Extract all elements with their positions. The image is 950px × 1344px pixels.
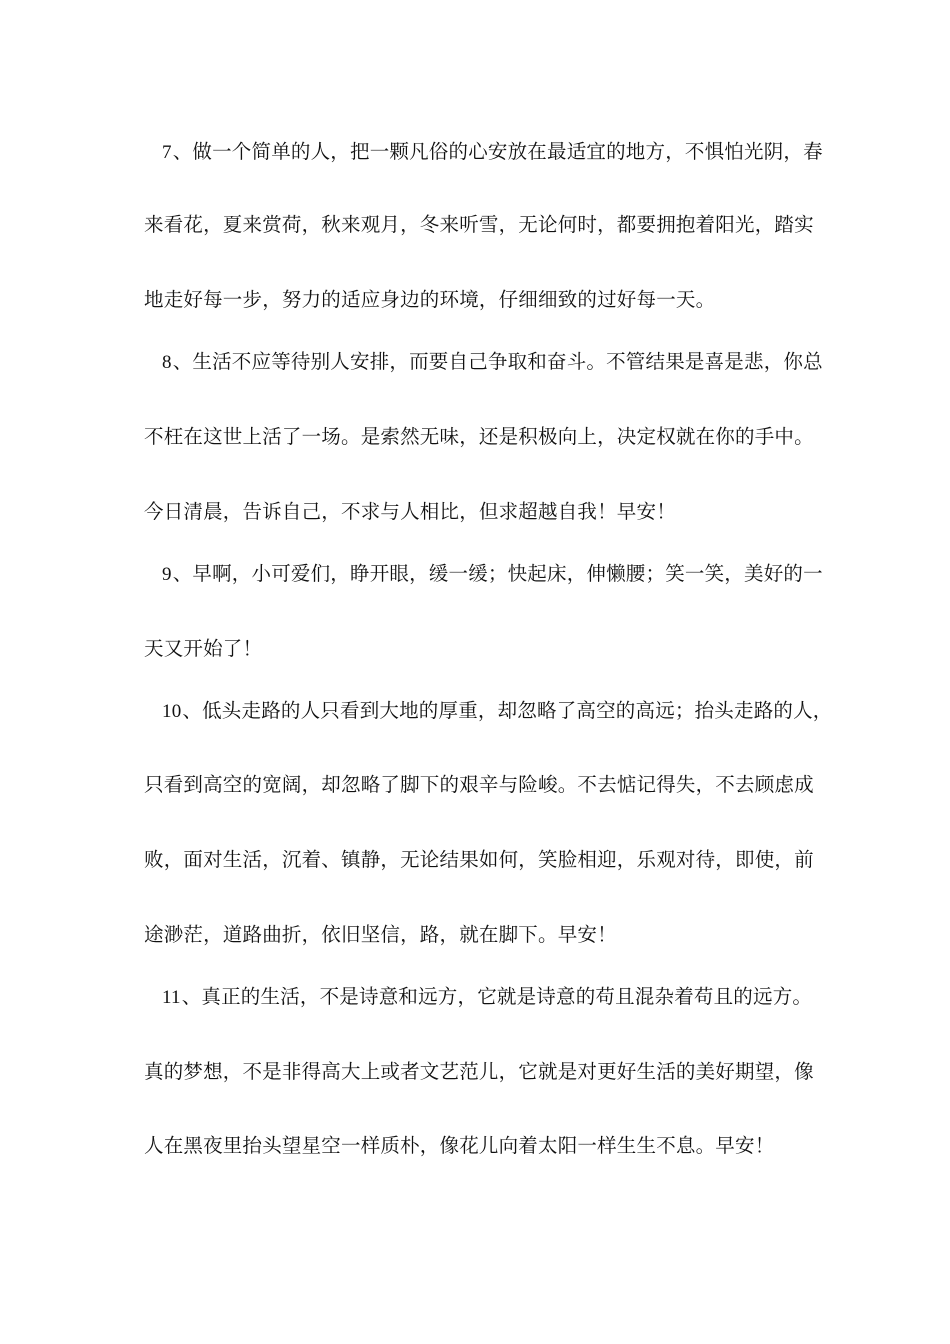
paragraph-9-number: 9 — [162, 564, 172, 585]
paragraph-8-number: 8 — [162, 352, 172, 373]
paragraph-11-line-2: 真的梦想，不是非得高大上或者文艺范儿，它就是对更好生活的美好期望，像 — [144, 1060, 814, 1083]
paragraph-7-line-1 — [162, 140, 823, 165]
paragraph-11-text: 、真正的生活，不是诗意和远方，它就是诗意的苟且混杂着苟且的远方。 — [181, 985, 813, 1008]
paragraph-7-line-3: 地走好每一步，努力的适应身边的环境，仔细细致的过好每一天。 — [144, 288, 716, 311]
paragraph-11-line-1 — [162, 985, 812, 1010]
paragraph-7-number: 7 — [162, 142, 172, 163]
paragraph-8-line-3: 今日清晨，告诉自己，不求与人相比，但求超越自我！早安！ — [144, 500, 676, 523]
paragraph-9-text: 、早啊，小可爱们，睁开眼，缓一缓；快起床，伸懒腰；笑一笑，美好的一 — [172, 562, 823, 585]
paragraph-11-line-3: 人在黑夜里抬头望星空一样质朴，像花儿向着太阳一样生生不息。早安！ — [144, 1134, 775, 1157]
paragraph-10-text: 、低头走路的人只看到大地的厚重，却忽略了高空的高远；抬头走路的人， — [182, 699, 833, 722]
paragraph-9-line-1 — [162, 562, 823, 587]
paragraph-10-line-1 — [162, 699, 833, 724]
paragraph-11-number: 11 — [162, 987, 181, 1008]
paragraph-10-number: 10 — [162, 701, 182, 722]
paragraph-7-text: 、做一个简单的人，把一颗凡俗的心安放在最适宜的地方，不惧怕光阴，春 — [172, 140, 823, 163]
paragraph-7-line-2: 来看花，夏来赏荷，秋来观月，冬来听雪，无论何时，都要拥抱着阳光，踏实 — [144, 213, 814, 236]
paragraph-8-text: 、生活不应等待别人安排，而要自己争取和奋斗。不管结果是喜是悲，你总 — [172, 350, 823, 373]
paragraph-10-line-4: 途渺茫，道路曲折，依旧坚信，路，就在脚下。早安！ — [144, 923, 617, 946]
paragraph-8-line-1 — [162, 350, 823, 375]
paragraph-8-line-2: 不枉在这世上活了一场。是索然无味，还是积极向上，决定权就在你的手中。 — [144, 425, 814, 448]
paragraph-10-line-3: 败，面对生活，沉着、镇静，无论结果如何，笑脸相迎，乐观对待，即使，前 — [144, 848, 814, 871]
paragraph-10-line-2: 只看到高空的宽阔，却忽略了脚下的艰辛与险峻。不去惦记得失，不去顾虑成 — [144, 773, 814, 796]
paragraph-9-line-2: 天又开始了！ — [144, 637, 263, 660]
